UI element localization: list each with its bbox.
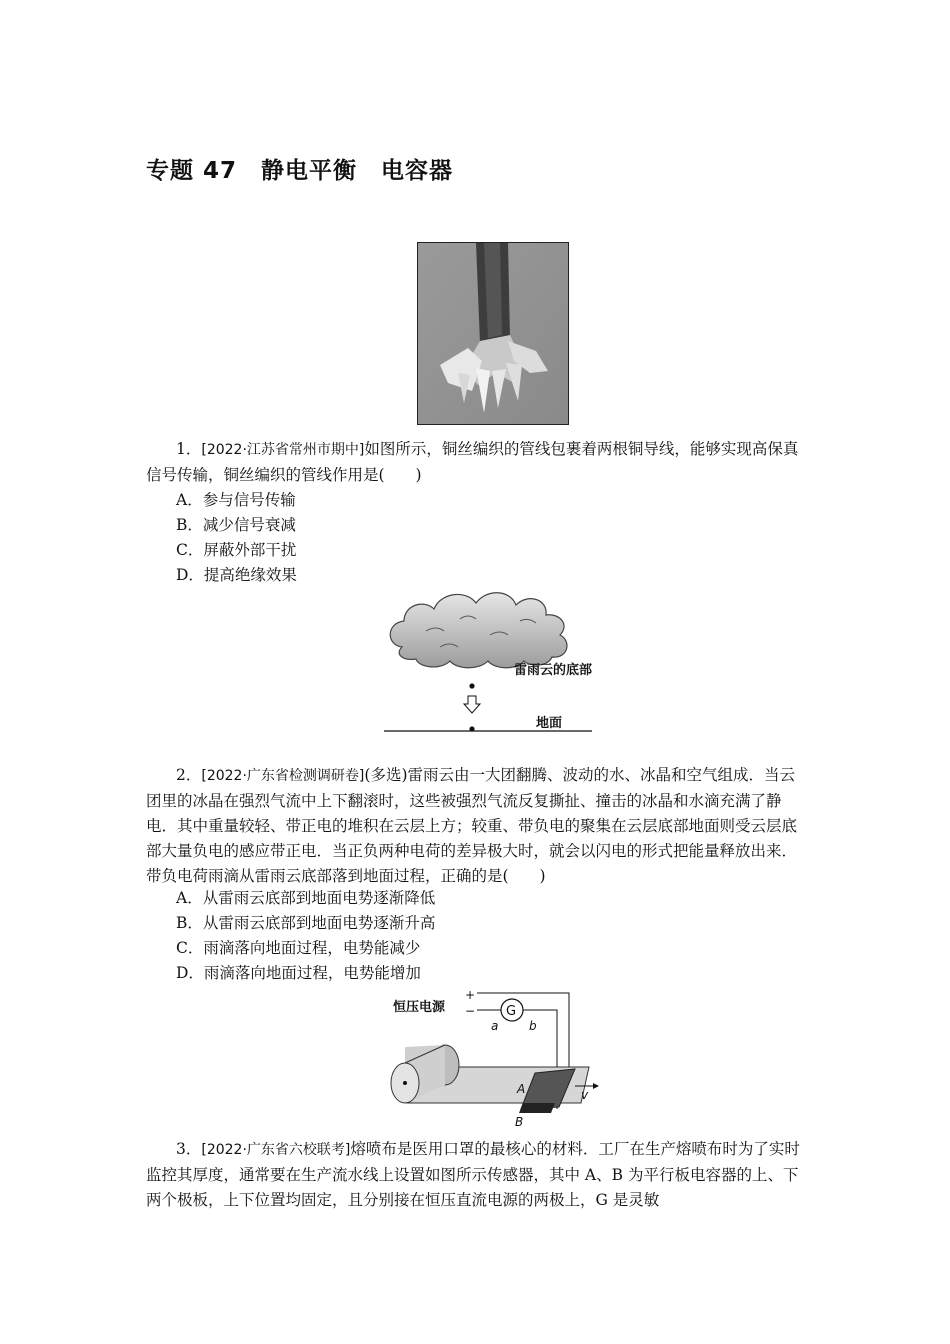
option-a: A．从雷雨云底部到地面电势逐渐降低 — [176, 889, 436, 907]
cloud-icon — [390, 593, 567, 668]
page-title: 专题 47 静电平衡 电容器 — [146, 158, 454, 184]
question-source: [2022·广东省六校联考] — [201, 1142, 351, 1158]
question-stem: (多选)雷雨云由一大团翻腾、波动的水、冰晶和空气组成．当云团里的冰晶在强烈气流中上下翻滚时，这些被强烈气流反复撕扯、撞击的冰晶和水滴充满了静电．其中重量较轻、带正电的堆积在云层上方；较重、带负电的聚集在云层底部地面则受云层底部大量负电的感应带正电．当正负两种电荷的差异极大时，就会以闪电的形式把能量释放出来．带负电荷雨滴从雷雨云底部落到地面过程，正确的是( ) — [146, 766, 798, 885]
terminal-b-label: b — [529, 1019, 537, 1033]
velocity-label: v — [581, 1088, 589, 1102]
power-source-label: 恒压电源 — [393, 1000, 446, 1015]
minus-label: − — [465, 1004, 476, 1018]
galvanometer-label: G — [506, 1004, 517, 1019]
question-3 — [146, 1137, 808, 1213]
question-number: 2． — [176, 766, 202, 784]
plus-label: + — [465, 988, 476, 1002]
terminal-a-label: a — [491, 1019, 499, 1033]
option-b: B．减少信号衰减 — [176, 516, 296, 534]
plate-b — [519, 1103, 555, 1113]
question-stem: 如图所示，铜丝编织的管线包裹着两根铜导线，能够实现高保真信号传输，铜丝编织的管线作用是( ) — [146, 440, 799, 484]
question-stem: 熔喷布是医用口罩的最核心的材料．工厂在生产熔喷布时为了实时监控其厚度，通常要在生产流水线上设置如图所示传感器，其中 A、B 为平行板电容器的上、下两个极板，上下位置均固定，且分别接在恒压直流电源的两极上，G 是灵敏 — [146, 1140, 800, 1209]
cloud-bottom-label: 雷雨云的底部 — [514, 663, 593, 678]
question-1-options — [176, 488, 297, 588]
cable-photo — [417, 242, 569, 425]
option-d: D．雨滴落向地面过程，电势能增加 — [176, 964, 421, 982]
question-1 — [146, 437, 808, 488]
question-number: 1． — [176, 440, 202, 458]
plate-a-label: A — [517, 1082, 526, 1096]
plate-b-label: B — [515, 1115, 524, 1129]
question-2 — [146, 763, 808, 889]
velocity-arrow-icon — [593, 1083, 599, 1089]
question-source: [2022·广东省检测调研卷] — [201, 768, 365, 784]
option-b: B．从雷雨云底部到地面电势逐渐升高 — [176, 914, 436, 932]
option-c: C．雨滴落向地面过程，电势能减少 — [176, 939, 421, 957]
question-number: 3． — [176, 1140, 202, 1158]
question-2-options — [176, 886, 435, 986]
option-a: A．参与信号传输 — [176, 491, 296, 509]
ground-label: 地面 — [536, 716, 563, 731]
thundercloud-figure — [380, 585, 610, 735]
down-arrow-icon — [464, 696, 480, 713]
option-d: D．提高绝缘效果 — [176, 566, 297, 584]
raindrop-dot — [469, 683, 474, 688]
question-source: [2022·江苏省常州市期中] — [201, 442, 365, 458]
option-c: C．屏蔽外部干扰 — [176, 541, 297, 559]
capacitor-sensor-figure — [385, 985, 610, 1130]
